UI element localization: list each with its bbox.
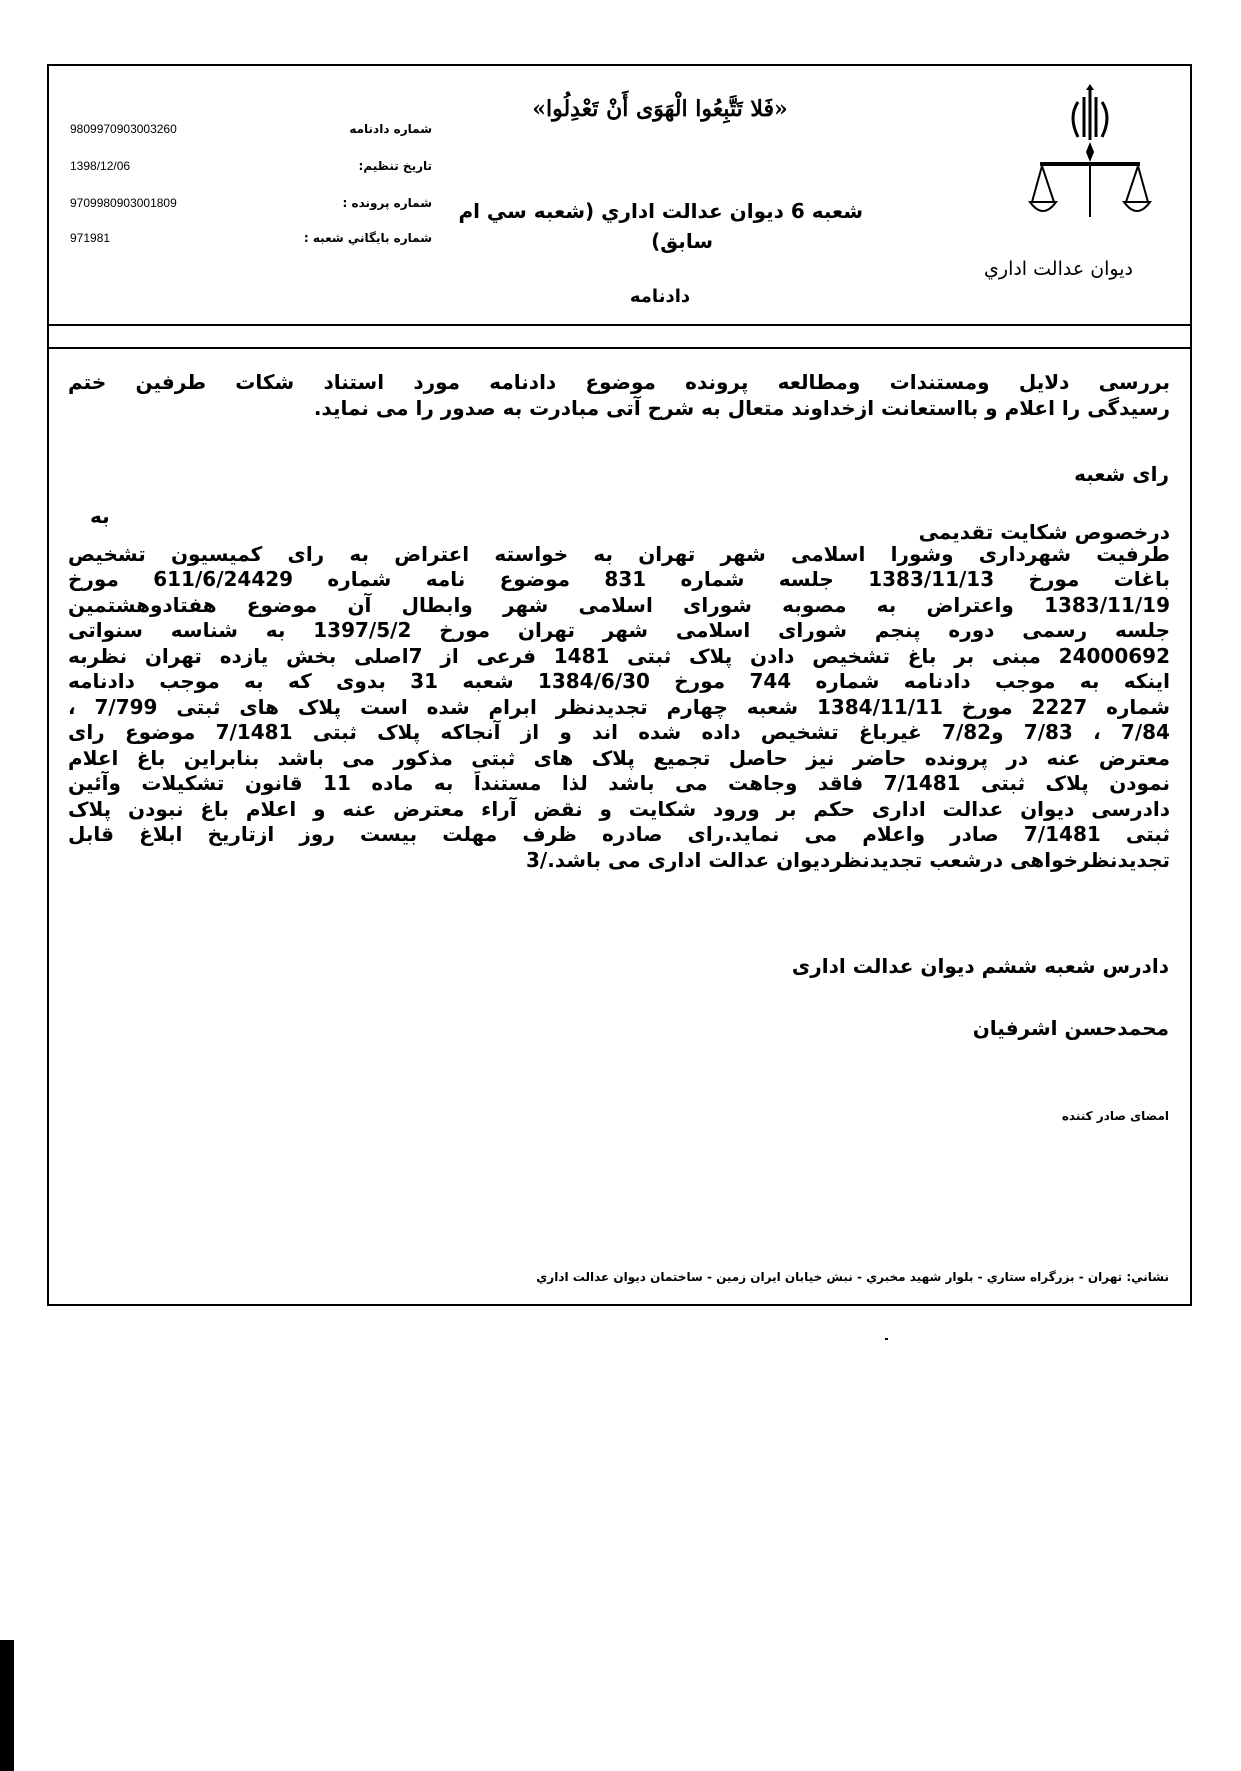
scan-edge-bar: [0, 1640, 14, 1771]
organization-name: ديوان عدالت اداري: [984, 258, 1133, 280]
judge-title: دادرس شعبه ششم دیوان عدالت اداری: [791, 954, 1169, 978]
meta-label: تاريخ تنظيم:: [358, 159, 432, 173]
header-divider: [47, 324, 1192, 326]
meta-row-case-number: [70, 196, 432, 216]
meta-value: 9709980903001809: [70, 196, 177, 210]
meta-label: شماره پرونده :: [342, 196, 432, 210]
ruling-line: شماره 2227 مورخ 1384/11/11 شعبه چهارم تجدیدنظر ابرام شده است پلاک های ثبتی 7/799 ،: [68, 694, 1170, 719]
ruling-line: 1383/11/19 واعتراض به مصوبه شورای اسلامی شهر وابطال آن موضوع هفتادوهشتمین: [68, 592, 1170, 617]
judge-name: محمدحسن اشرفیان: [972, 1016, 1169, 1040]
ruling-line: ثبتی 7/1481 صادر واعلام می نماید.رای صادره ظرف مهلت بیست روز ازتاریخ ابلاغ قابل: [68, 822, 1170, 846]
ruling-line: 7/84 ، 7/83 و7/82 غیرباغ تشخیص داده شده اند و از آنجاکه پلاک ثبتی 7/1481 موضوع رای: [68, 720, 1170, 744]
ruling-paragraph: [68, 504, 1170, 873]
meta-label: شماره بايگاني شعبه :: [303, 231, 432, 245]
ruling-line: 24000692 مبنی بر باغ تشخیص دادن پلاک ثبتی 1481 فرعی از 7اصلی بخش یازده تهران نظربه: [68, 643, 1170, 668]
document-type: دادنامه: [629, 286, 691, 307]
branch-title-line1: شعبه 6 ديوان عدالت اداري (شعبه سي ام: [458, 199, 863, 223]
intro-line: رسیدگی را اعلام و بااستعانت ازخداوند متعال به شرح آتی مبادرت به صدور را می نماید.: [313, 395, 1170, 420]
meta-row-date: [70, 159, 432, 179]
ruling-line: طرفیت شهرداری وشورا اسلامی شهر تهران به خواسته اعتراض به رای کمیسیون تشخیص: [68, 541, 1170, 566]
intro-paragraph: [68, 370, 1170, 421]
meta-row-archive-number: [70, 231, 432, 251]
ruling-line: تجدیدنظرخواهی درشعب تجدیدنظردیوان عدالت اداری می باشد./3: [525, 847, 1170, 872]
header-quote: «فَلا تَتَّبِعُوا الْهَوَى أَنْ تَعْدِلُوا»: [532, 96, 788, 122]
ruling-line: معترض عنه در پرونده حاضر نیز حاصل تجمیع پلاک های ثبتی مذکور می باشد بنابراین باغ اعلام: [68, 745, 1170, 770]
meta-value: 9809970903003260: [70, 122, 177, 136]
meta-row-verdict-number: [70, 122, 432, 142]
branch-title-line2: سابق): [651, 229, 713, 253]
emblem-scales-icon: [1028, 72, 1152, 222]
ruling-line: باغات مورخ 1383/11/13 جلسه شماره 831 موضوع نامه شماره 611/6/24429 مورخ: [68, 567, 1170, 591]
meta-value: 971981: [70, 231, 111, 245]
signer-label: امضای صادر کننده: [1061, 1109, 1169, 1123]
ruling-line: جلسه رسمی دوره پنجم شورای اسلامی شهر تهران مورخ 1397/5/2 به شناسه سنواتی: [68, 618, 1170, 642]
meta-label: شماره دادنامه: [349, 122, 432, 136]
intro-line: بررسی دلایل ومستندات ومطالعه پرونده موضوع دادنامه مورد استناد شکات طرفین ختم: [68, 370, 1170, 394]
footer-address: نشاني: تهران - بزرگراه ستاري - بلوار شهيد مخبري - نبش خيابان ايران زمين - ساختمان ديوان عدالت اداري: [536, 1270, 1169, 1284]
ruling-line: اینکه به موجب دادنامه شماره 744 مورخ 1384/6/30 شعبه 31 بدوی که به موجب دادنامه: [68, 669, 1170, 693]
branch-title: [443, 196, 863, 256]
ruling-line: نمودن پلاک ثبتی 7/1481 فاقد وجاهت می باشد لذا مستنداً به ماده 11 قانون تشکیلات وآئین: [68, 771, 1170, 795]
meta-value: 1398/12/06: [70, 159, 131, 173]
scan-speck: [885, 1338, 888, 1340]
ruling-line-tail: به: [90, 504, 110, 528]
section-heading: رای شعبه: [1074, 462, 1169, 486]
ruling-first-line: [68, 504, 1170, 544]
ruling-line: درخصوص شکایت تقدیمی: [918, 520, 1170, 544]
ruling-line: دادرسی دیوان عدالت اداری حکم بر ورود شکایت و نقض آراء معترض عنه و اعلام باغ نبودن پلاک: [68, 796, 1170, 821]
body-divider: [47, 347, 1192, 349]
